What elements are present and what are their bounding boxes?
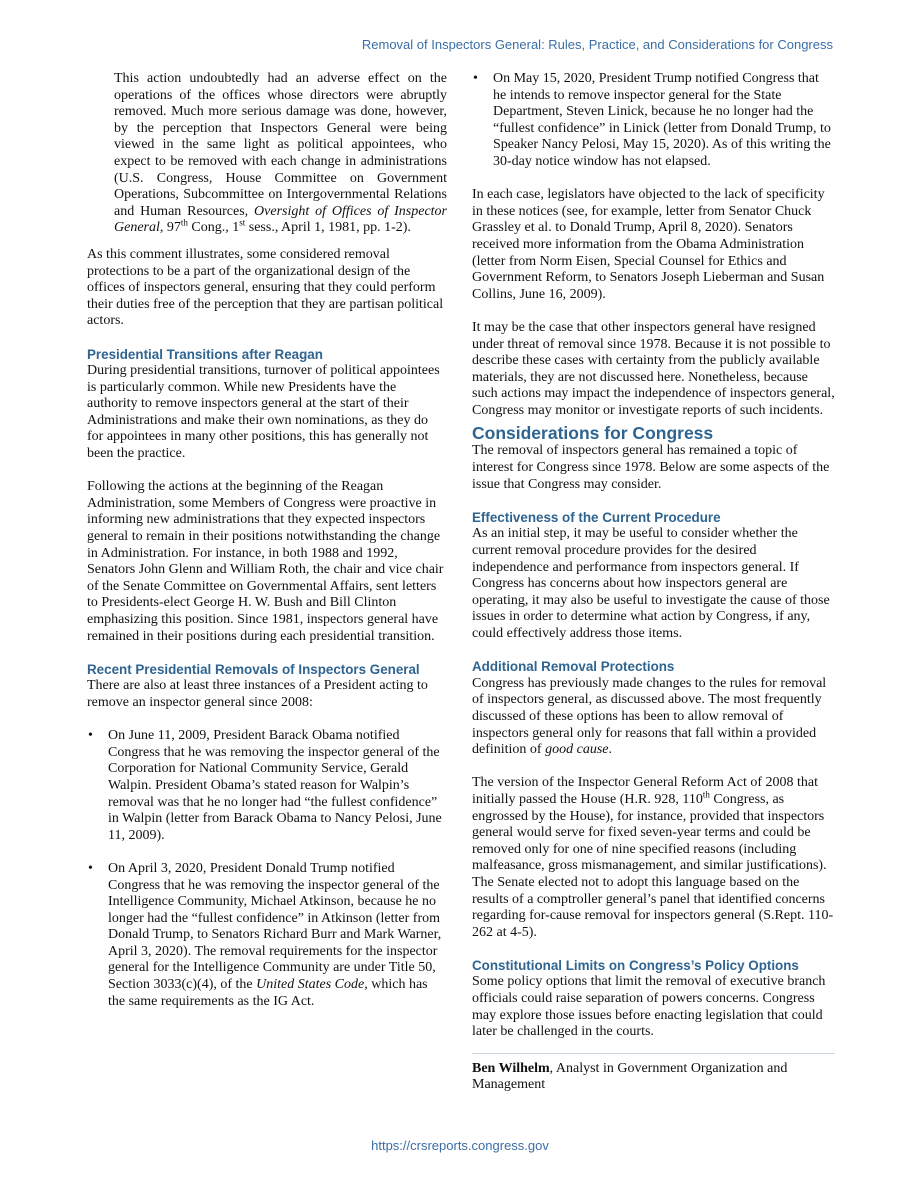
body-paragraph: There are also at least three instances of a President acting to remove an inspector general since 2008: xyxy=(87,678,428,710)
list-item-text: , which has the same requirements as the IG Act. xyxy=(108,977,428,1009)
body-paragraph xyxy=(472,775,835,941)
body-paragraph: The removal of inspectors general has remained a topic of interest for Congress since 1978. Below are some aspects of the issue that Congress may consider. xyxy=(472,443,830,492)
bullet-list xyxy=(472,71,835,171)
author-role: , Analyst in Government Organization and Management xyxy=(472,1060,788,1093)
paragraph-text: The version of the Inspector General Reform Act of 2008 that initially passed the House (H.R. 928, 110 xyxy=(472,775,819,807)
section-heading: Additional Removal Protections xyxy=(472,659,675,675)
bullet-icon: • xyxy=(88,860,93,876)
list-item xyxy=(472,71,835,171)
body-paragraph: During presidential transitions, turnover of political appointees is particularly common. While new Presidents have the authority to remove inspectors general at the start of their Administrations and make their own nominations, as they do for appointees in many other positions, this has generally not been the practice. xyxy=(87,363,440,462)
paragraph-text: Congress has previously made changes to the rules for removal of inspectors general, as discussed above. The most frequently discussed of these options has been to allow removal of inspectors general only for reasons that fall within a provided definition of xyxy=(472,675,827,758)
bullet-icon: • xyxy=(88,728,93,744)
quote-text: This action undoubtedly had an adverse effect on the operations of the offices whose directors were abruptly removed. Much more serious damage was done, however, by the perception that Inspectors General were being viewed in the same light as political appointees, who expect to be removed with each change in administrations (U.S. Congress, House Committee on Government Operations, Subcommittee on Intergovernmental Relations and Human Resources, xyxy=(114,71,447,219)
bullet-icon: • xyxy=(473,71,478,86)
section-heading: Recent Presidential Removals of Inspectors General xyxy=(87,661,420,677)
body-paragraph: It may be the case that other inspectors general have resigned under threat of removal since 1978. Because it is not possible to describe these cases with certainty from the publicly available materials, they are not discussed here. Nonetheless, because such actions may impact the independence of inspectors general, Congress may monitor or investigate reports of such incidents. xyxy=(472,319,835,418)
quote-report-title: Oversight of Offices of Inspector General xyxy=(114,203,447,236)
body-paragraph xyxy=(472,676,835,759)
body-paragraph: Some policy options that limit the removal of executive branch officials could raise separation of powers concerns. Congress may explore those issues before enacting legislation that could later be challenged in the courts. xyxy=(472,974,826,1040)
body-paragraph: Following the actions at the beginning of the Reagan Administration, some Members of Congress were proactive in informing new administrations that they expected inspectors general to remain in their positions notwithstanding the change in Administration. For instance, in both 1988 and 1992, Senators John Glenn and William Roth, the chair and vice chair of the Senate Committee on Governmental Affairs, sent letters to Presidents-elect George H. W. Bush and Bill Clinton emphasizing this position. Since 1981, inspectors general have remained in their positions during each presidential transition. xyxy=(87,479,444,644)
quote-text: sess., April 1, 1981, pp. 1-2). xyxy=(245,220,411,236)
section-heading: Presidential Transitions after Reagan xyxy=(87,346,323,362)
emphasis-term: good cause xyxy=(545,742,609,758)
bullet-list xyxy=(87,728,447,1010)
quote-text: , 97 xyxy=(159,220,181,236)
list-item xyxy=(87,728,447,844)
superscript: st xyxy=(239,217,246,228)
code-title: United States Code xyxy=(256,977,365,993)
paragraph-text: . xyxy=(608,742,612,758)
left-column xyxy=(87,71,447,1027)
body-paragraph: As an initial step, it may be useful to consider whether the current removal procedure provides for the desired independence and performance from inspectors general. If Congress has concerns about how inspectors general are operating, it may also be useful to investigate the cause of those issues in order to determine what action by Congress, if any, could effectively address those items. xyxy=(472,526,830,641)
list-item-text: On April 3, 2020, President Donald Trump notified Congress that he was removing the inspector general of the Intelligence Community, Michael Atkinson, because he no longer had the “fullest confidence” in Atkinson (letter from Donald Trump, to Senators Richard Burr and Mark Warner, April 3, 2020). The removal requirements for the inspector general for the Intelligence Community are under Title 50, Section 3033(c)(4), of the xyxy=(108,860,442,993)
footer-url[interactable]: https://crsreports.congress.gov xyxy=(371,1138,549,1153)
paragraph-text: Congress, as engrossed by the House), for instance, provided that inspectors general would serve for fixed seven-year terms and could be removed only for one of nine specified reasons (including malfeasance, gross mismanagement, and similar justifications). The Senate elected not to adopt this language based on the results of a comptroller general’s panel that identified concerns regarding for-cause removal for inspectors general (S.Rept. 110-262 at 4-5). xyxy=(472,791,834,940)
list-item-text: On May 15, 2020, President Trump notified Congress that he intends to remove inspector general for the State Department, Steven Linick, because he no longer had the “fullest confidence” in Linick (letter from Donald Trump, to Speaker Nancy Pelosi, May 15, 2020). As of this writing the 30-day notice window has not elapsed. xyxy=(493,71,831,169)
block-quote xyxy=(114,71,447,237)
superscript: th xyxy=(180,217,188,228)
superscript: th xyxy=(702,789,710,800)
author-block xyxy=(472,1053,835,1094)
body-paragraph: In each case, legislators have objected to the lack of specificity in these notices (see, for example, letter from Senator Chuck Grassley et al. to Donald Trump, April 8, 2020). Senators received more information from the Obama Administration (letter from Norm Eisen, Special Counsel for Ethics and Government Reform, to Senators Joseph Lieberman and Susan Collins, June 16, 2009). xyxy=(472,187,825,302)
section-heading: Constitutional Limits on Congress’s Policy Options xyxy=(472,957,799,973)
section-heading: Effectiveness of the Current Procedure xyxy=(472,509,721,525)
body-paragraph: As this comment illustrates, some considered removal protections to be a part of the organizational design of the offices of inspectors general, ensuring that they could perform their duties free of the perception that they are partisan political actors. xyxy=(87,246,444,329)
list-item-text: On June 11, 2009, President Barack Obama notified Congress that he was removing the inspector general of the Corporation for National Community Service, Gerald Walpin. President Obama’s stated reason for Walpin’s removal was that he no longer had “the fullest confidence” in Walpin (letter from Barack Obama to Nancy Pelosi, June 11, 2009). xyxy=(108,728,442,843)
major-heading: Considerations for Congress xyxy=(472,423,714,444)
running-header: Removal of Inspectors General: Rules, Practice, and Considerations for Congress xyxy=(361,37,833,52)
quote-text: Cong., 1 xyxy=(187,220,240,236)
list-item xyxy=(87,861,447,1010)
author-name: Ben Wilhelm xyxy=(472,1060,550,1076)
right-column xyxy=(472,71,835,1094)
